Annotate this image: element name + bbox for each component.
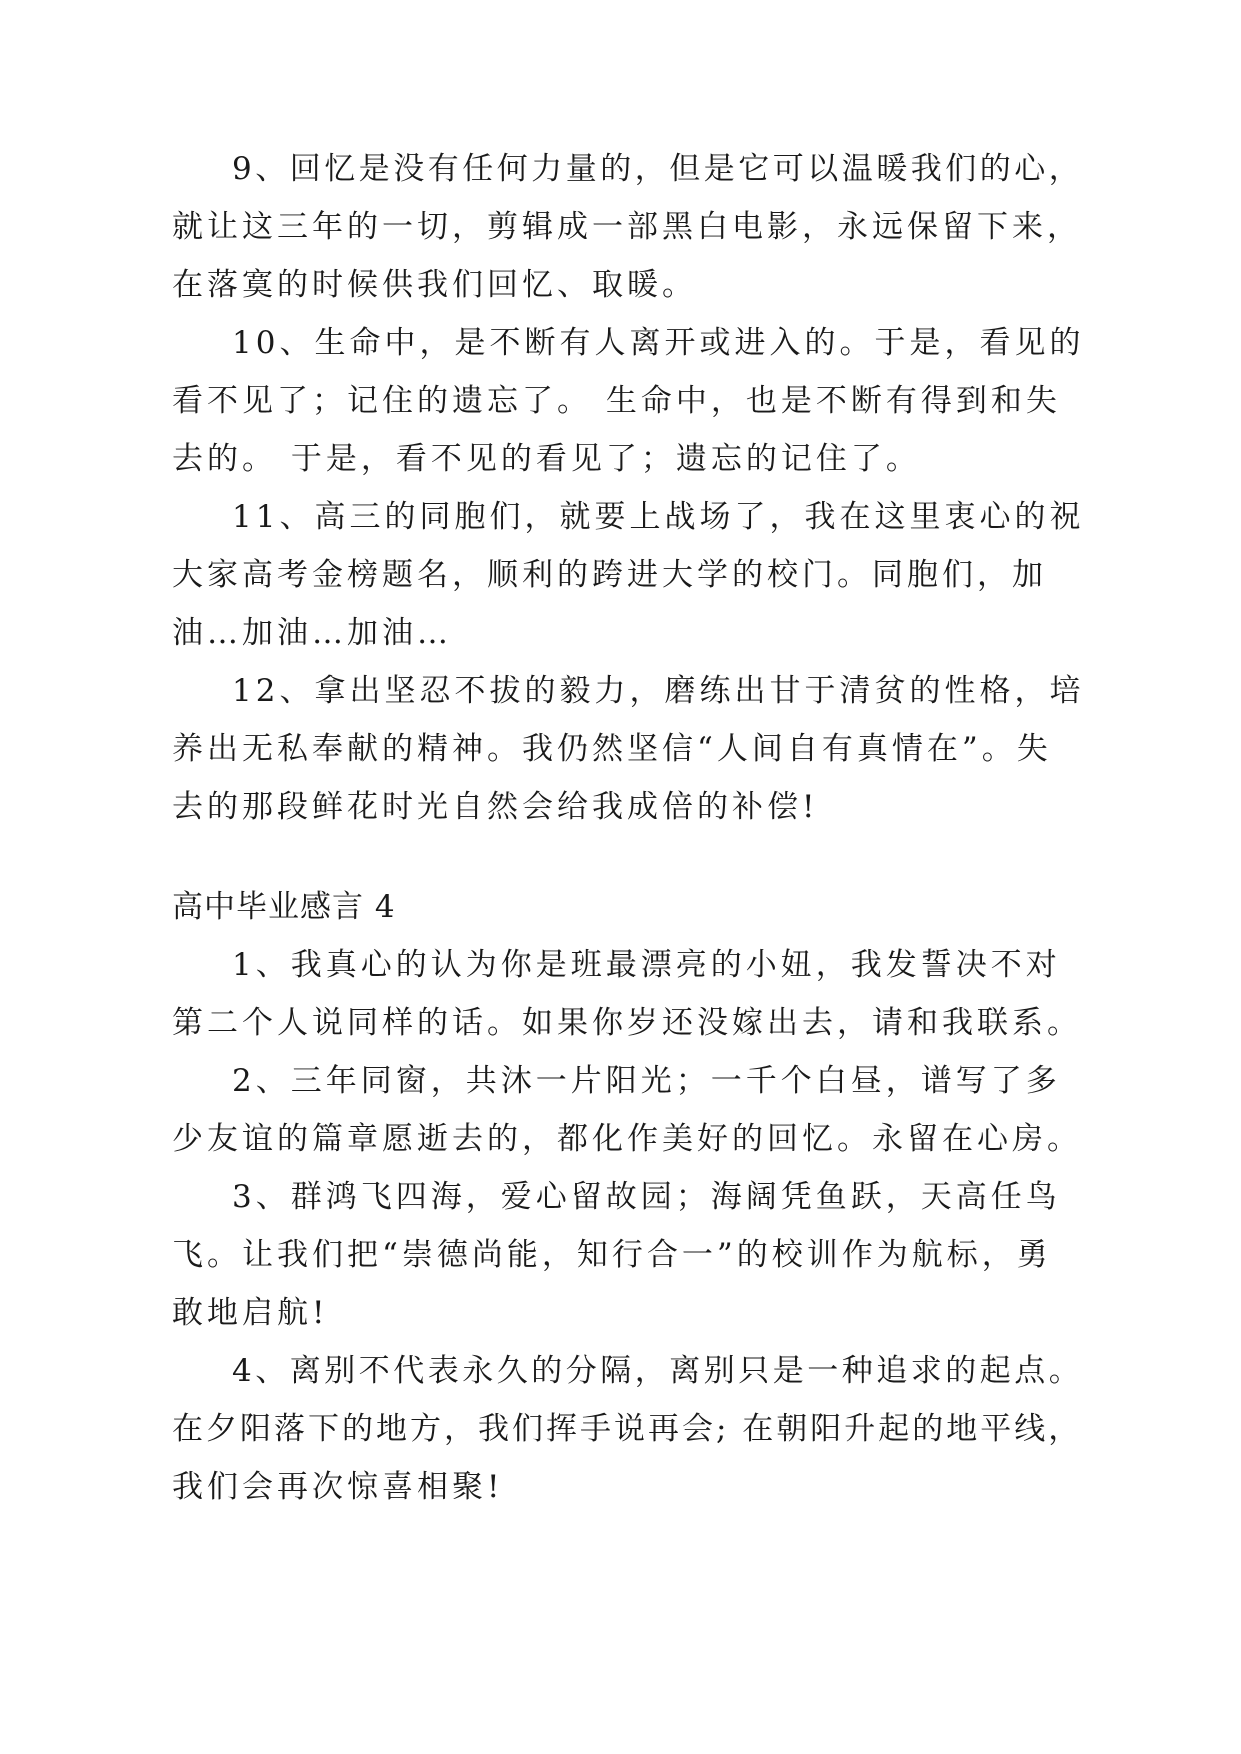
- item-1-line-1: 1、我真心的认为你是班最漂亮的小妞，我发誓决不对: [232, 947, 1061, 983]
- paragraph-12-line-1: 12、拿出坚忍不拔的毅力，磨练出甘于清贫的性格，培: [232, 673, 1085, 709]
- section-heading: 高中毕业感言 4: [172, 889, 396, 925]
- item-3-line-1: 3、群鸿飞四海，爱心留故园；海阔凭鱼跃，天高任鸟: [232, 1179, 1061, 1215]
- paragraph-11-line-3: 油…加油…加油…: [172, 615, 452, 651]
- item-4-line-3: 我们会再次惊喜相聚!: [172, 1469, 504, 1505]
- item-3-line-3: 敢地启航!: [172, 1295, 329, 1331]
- item-4-line-1: 4、离别不代表永久的分隔，离别只是一种追求的起点。: [232, 1353, 1084, 1389]
- paragraph-10-line-3: 去的。 于是，看不见的看见了；遗忘的记住了。: [172, 441, 921, 477]
- paragraph-10-line-1: 10、生命中，是不断有人离开或进入的。于是，看见的: [232, 325, 1085, 361]
- paragraph-9-line-1: 9、回忆是没有任何力量的，但是它可以温暖我们的心，: [232, 151, 1084, 187]
- paragraph-9-line-3: 在落寞的时候供我们回忆、取暖。: [172, 267, 697, 303]
- paragraph-9-line-2: 就让这三年的一切，剪辑成一部黑白电影，永远保留下来，: [172, 209, 1082, 245]
- item-4-line-2: 在夕阳落下的地方，我们挥手说再会; 在朝阳升起的地平线，: [172, 1411, 1083, 1447]
- paragraph-11-line-2: 大家高考金榜题名，顺利的跨进大学的校门。同胞们，加: [172, 557, 1047, 593]
- item-3-line-2: 飞。让我们把“崇德尚能，知行合一”的校训作为航标，勇: [172, 1237, 1052, 1273]
- paragraph-10-line-2: 看不见了；记住的遗忘了。 生命中，也是不断有得到和失: [172, 383, 1061, 419]
- item-2-line-2: 少友谊的篇章愿逝去的，都化作美好的回忆。永留在心房。: [172, 1121, 1082, 1157]
- paragraph-11-line-1: 11、高三的同胞们，就要上战场了，我在这里衷心的祝: [232, 499, 1085, 535]
- item-2-line-1: 2、三年同窗，共沐一片阳光；一千个白昼，谱写了多: [232, 1063, 1061, 1099]
- paragraph-12-line-2: 养出无私奉献的精神。我仍然坚信“人间自有真情在”。失: [172, 731, 1052, 767]
- paragraph-12-line-3: 去的那段鲜花时光自然会给我成倍的补偿!: [172, 789, 819, 825]
- item-1-line-2: 第二个人说同样的话。如果你岁还没嫁出去，请和我联系。: [172, 1005, 1082, 1041]
